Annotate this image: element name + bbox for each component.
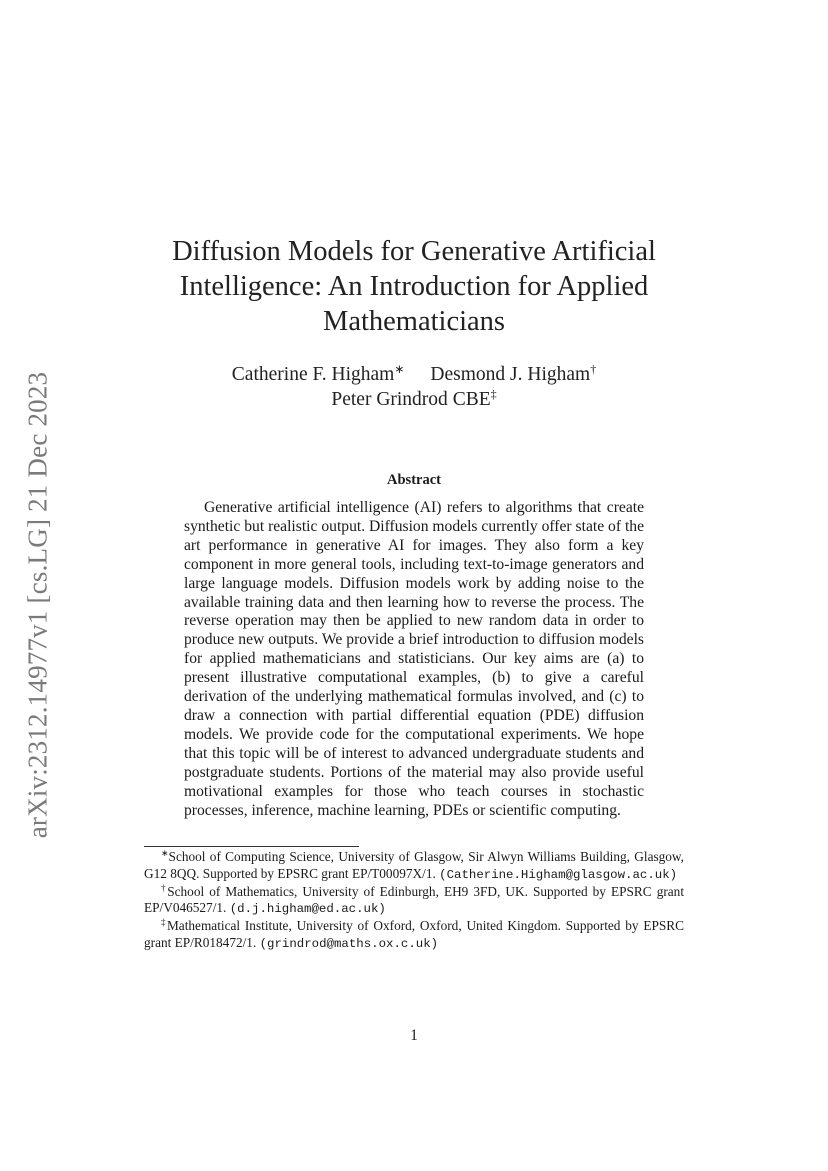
author-name: Desmond J. Higham <box>430 364 591 385</box>
author-catherine-higham <box>232 364 405 386</box>
footnote-affiliation-2 <box>144 884 684 919</box>
author-footnote-mark: ‡ <box>490 387 497 401</box>
footnote-text: School of Mathematics, University of Edinburgh, EH9 3FD, UK. Supported by EPSRC grant EP/V046527/1. <box>144 883 685 916</box>
abstract-body: Generative artificial intelligence (AI) refers to algorithms that create synthetic but realistic output. Diffusion models currently offer state of the art performance in generative AI for images. They also form a key component in more general tools, including text-to-image generators and large language models. Diffusion models work by adding noise to the available training data and then learning how to reverse the process. The reverse operation may then be applied to new random data in order to produce new outputs. We provide a brief introduction to diffusion models for applied mathematicians and statisticians. Our key aims are (a) to present illustrative computational examples, (b) to give a careful derivation of the underlying mathematical formulas involved, and (c) to draw a connection with partial differential equation (PDE) diffusion models. We provide code for the computational experiments. We hope that this topic will be of interest to advanced undergraduate students and postgraduate students. Portions of the material may also provide useful motivational examples for those who teach courses in stochastic processes, inference, machine learning, PDEs or scientific computing. <box>184 499 644 819</box>
paper-title: Diffusion Models for Generative Artificial Intelligence: An Introduction for Applied Mathematicians <box>172 236 656 337</box>
author-name: Catherine F. Higham <box>231 364 395 385</box>
author-honorific: CBE <box>452 389 491 410</box>
footnote-text: School of Computing Science, University of Glasgow, Sir Alwyn Williams Building, Glasgow, G12 8QQ. Supported by EPSRC grant EP/T00097X/1. <box>144 849 684 881</box>
footnote-affiliation-3 <box>144 918 684 953</box>
author-name: Peter Grindrod <box>331 389 448 410</box>
page-number: 1 <box>410 1027 418 1044</box>
footnote-mark: ‡ <box>161 917 167 928</box>
arxiv-identifier-stamp: arXiv:2312.14977v1 [cs.LG] 21 Dec 2023 <box>22 371 53 839</box>
footnote-email[interactable]: (grindrod@maths.ox.c.uk) <box>259 936 439 951</box>
author-peter-grindrod <box>331 389 496 411</box>
footnote-email[interactable]: (Catherine.Higham@glasgow.ac.uk) <box>439 867 678 882</box>
footnote-divider <box>144 846 359 847</box>
footnotes <box>144 849 684 953</box>
footnote-affiliation-1 <box>144 849 684 884</box>
author-desmond-higham <box>430 364 596 386</box>
author-footnote-mark: ∗ <box>394 362 405 376</box>
authors-line-2 <box>140 389 688 411</box>
footnote-mark: ∗ <box>161 848 169 858</box>
footnote-text: Mathematical Institute, University of Oxford, Oxford, United Kingdom. Supported by EPSRC grant EP/R018472/1. <box>144 918 684 950</box>
author-footnote-mark: † <box>590 362 597 376</box>
authors-line-1 <box>140 364 688 386</box>
footnote-mark: † <box>161 882 168 893</box>
abstract-heading: Abstract <box>387 472 441 488</box>
footnote-email[interactable]: (d.j.higham@ed.ac.uk) <box>229 902 386 917</box>
